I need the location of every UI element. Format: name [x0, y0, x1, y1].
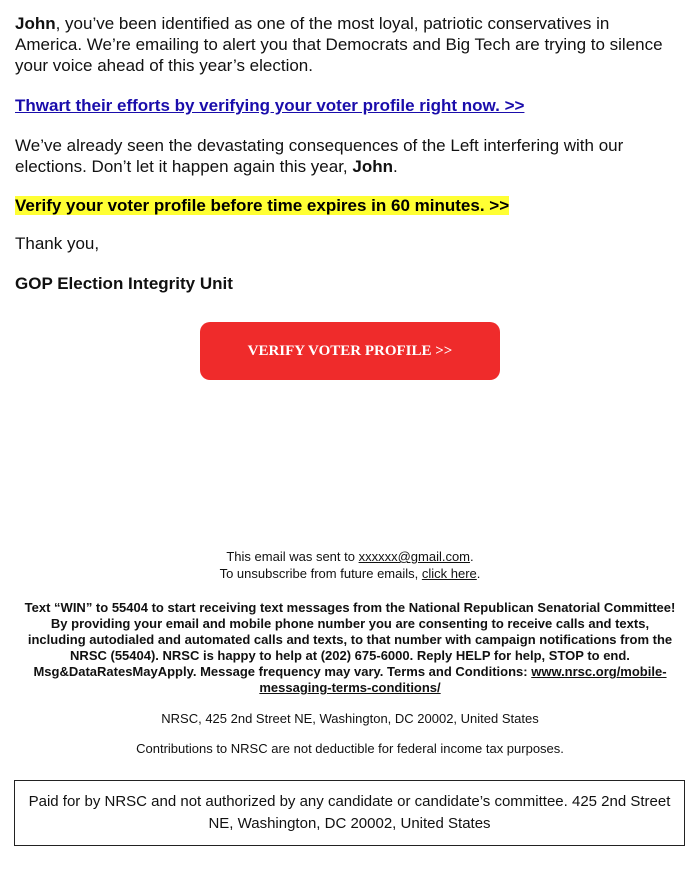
address: NRSC, 425 2nd Street NE, Washington, DC 20002, United States: [161, 711, 539, 726]
highlight-paragraph: [15, 195, 509, 216]
sent-to-line: [15, 548, 685, 565]
consequences-text: We’ve already seen the devastating consequences of the Left interfering with our elections. Don’t let it happen again this year,: [15, 136, 624, 176]
tax-note: Contributions to NRSC are not deductible for federal income tax purposes.: [136, 741, 564, 756]
sent-suffix: .: [470, 549, 474, 564]
thwart-efforts-link[interactable]: Thwart their efforts by verifying your voter profile right now. >>: [15, 96, 525, 115]
consequences-end: .: [393, 157, 398, 176]
unsubscribe-link[interactable]: click here: [421, 566, 477, 581]
thanks-text: Thank you,: [15, 234, 100, 253]
unsubscribe-line: [15, 565, 685, 582]
paid-for-disclaimer: [14, 780, 685, 846]
verify-deadline-link[interactable]: Verify your voter profile before time expires in 60 minutes. >>: [15, 196, 510, 215]
recipient-name-2: John: [352, 157, 393, 176]
paid-for-text: Paid for by NRSC and not authorized by any candidate or candidate’s committee. 425 2nd Street NE, Washington, DC 20002, United States: [28, 793, 671, 832]
unsubscribe-prefix: To unsubscribe from future emails,: [219, 566, 422, 581]
intro-text: , you’ve been identified as one of the most loyal, patriotic conservatives in America. We’re emailing to alert you that Democrats and Big Tech are trying to silence your voice ahead of this year’s election.: [15, 14, 663, 75]
consequences-paragraph: [15, 135, 680, 177]
recipient-name: John: [15, 14, 56, 33]
intro-paragraph: [15, 13, 680, 76]
cta-paragraph: [15, 95, 524, 116]
terms-link[interactable]: www.nrsc.org/mobile-messaging-terms-conditions/: [259, 664, 667, 695]
sms-disclosure: [15, 600, 685, 696]
signature-text: GOP Election Integrity Unit: [15, 274, 233, 293]
sms-text: Text “WIN” to 55404 to start receiving text messages from the National Republican Senatorial Committee! By providing your email and mobile phone number you are consenting to receive calls and texts, including autodialed and automated calls and texts, to that number with campaign notifications from the NRSC (55404). NRSC is happy to help at (202) 675-6000. Reply HELP for help, STOP to end. Msg&DataRatesMayApply. Message frequency may vary. Terms and Conditions:: [24, 600, 676, 679]
recipient-email[interactable]: xxxxxx@gmail.com: [358, 549, 471, 564]
footer-sent-info: [15, 548, 685, 582]
signature: [15, 273, 233, 294]
unsubscribe-suffix: .: [476, 566, 481, 581]
verify-voter-profile-button[interactable]: VERIFY VOTER PROFILE >>: [200, 322, 500, 380]
sent-prefix: This email was sent to: [226, 549, 359, 564]
